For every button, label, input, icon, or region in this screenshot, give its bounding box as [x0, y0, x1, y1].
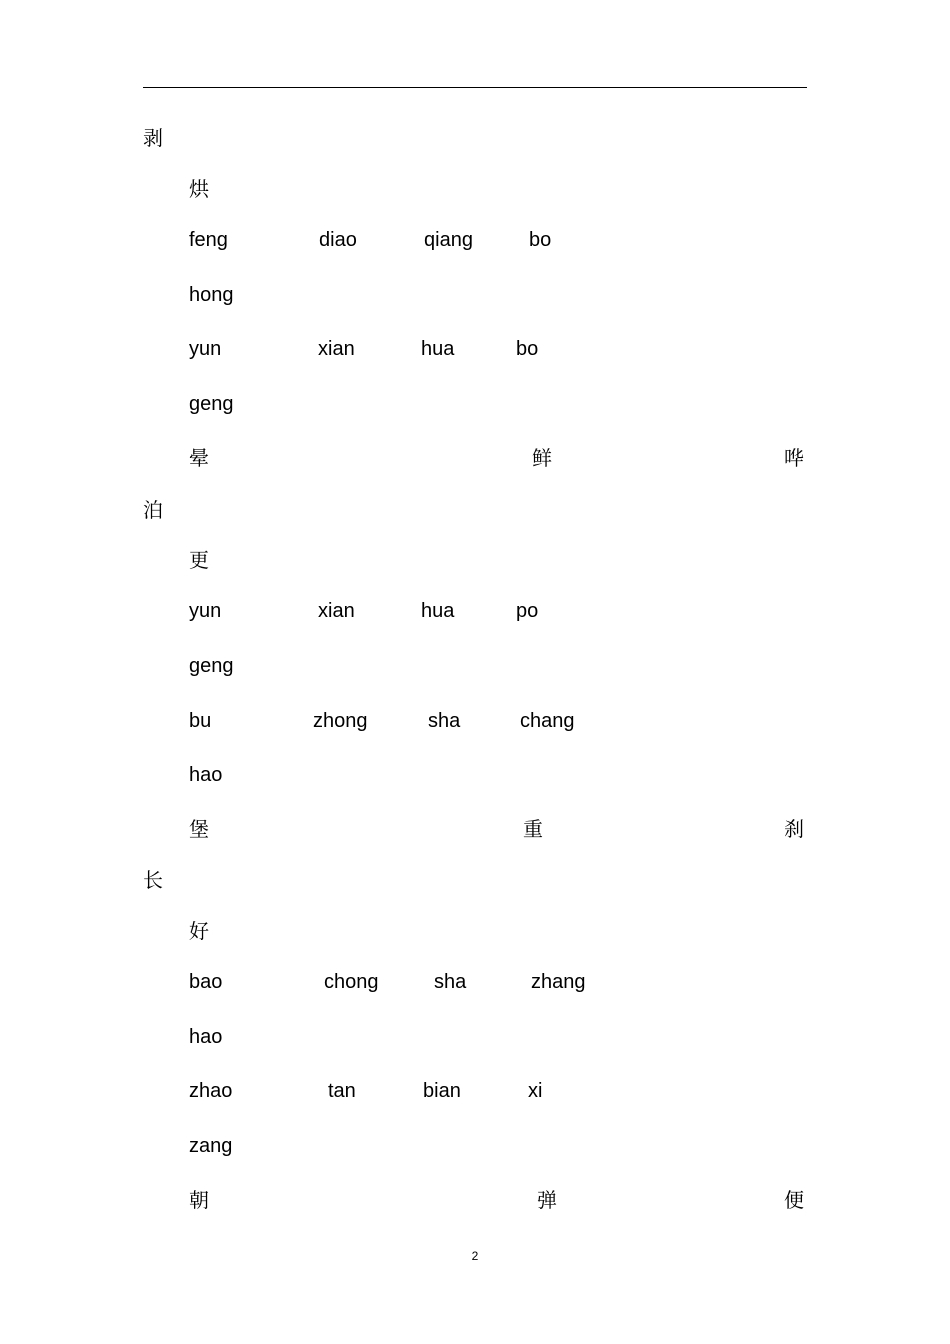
pinyin-word: chong — [324, 971, 379, 993]
pinyin-word: zhong — [313, 710, 368, 732]
pinyin-word: hong — [189, 284, 234, 306]
pinyin-word: chang — [520, 710, 575, 732]
pinyin-word: po — [516, 600, 539, 622]
pinyin-word: zhao — [189, 1080, 233, 1102]
char-geng: 更 — [189, 548, 209, 572]
pinyin-word: sha — [434, 971, 467, 993]
char-hua: 哗 — [784, 446, 804, 470]
pinyin-word: bo — [529, 229, 552, 251]
pinyin-word: geng — [189, 393, 234, 415]
pinyin-word: bo — [516, 338, 539, 360]
char-hong: 烘 — [189, 177, 209, 201]
char-hao: 好 — [189, 919, 209, 943]
char-zhao: 朝 — [189, 1188, 209, 1212]
char-bao: 堡 — [189, 817, 209, 841]
pinyin-word: bu — [189, 710, 212, 732]
char-yun: 晕 — [189, 446, 209, 470]
pinyin-word: sha — [428, 710, 461, 732]
pinyin-word: hao — [189, 1026, 223, 1048]
pinyin-word: zang — [189, 1135, 233, 1157]
pinyin-word: tan — [328, 1080, 356, 1102]
pinyin-word: hua — [421, 600, 455, 622]
header-rule — [143, 87, 807, 88]
pinyin-word: bao — [189, 971, 223, 993]
pinyin-word: yun — [189, 600, 222, 622]
char-sha: 刹 — [784, 817, 804, 841]
char-bo-moor: 泊 — [143, 498, 163, 522]
pinyin-word: yun — [189, 338, 222, 360]
pinyin-word: feng — [189, 229, 228, 251]
pinyin-word: qiang — [424, 229, 473, 251]
char-xian: 鲜 — [532, 446, 552, 470]
char-bian: 便 — [784, 1188, 804, 1212]
char-bo-peel: 剥 — [143, 126, 163, 150]
pinyin-word: bian — [423, 1080, 461, 1102]
pinyin-word: zhang — [531, 971, 586, 993]
pinyin-word: diao — [319, 229, 357, 251]
char-chang: 长 — [143, 868, 163, 892]
pinyin-word: hua — [421, 338, 455, 360]
char-zhong: 重 — [523, 817, 543, 841]
pinyin-word: xi — [528, 1080, 543, 1102]
char-tan: 弹 — [537, 1188, 557, 1212]
pinyin-word: geng — [189, 655, 234, 677]
pinyin-word: xian — [318, 338, 355, 360]
pinyin-word: xian — [318, 600, 355, 622]
page-number: 2 — [471, 1249, 479, 1263]
pinyin-word: hao — [189, 764, 223, 786]
